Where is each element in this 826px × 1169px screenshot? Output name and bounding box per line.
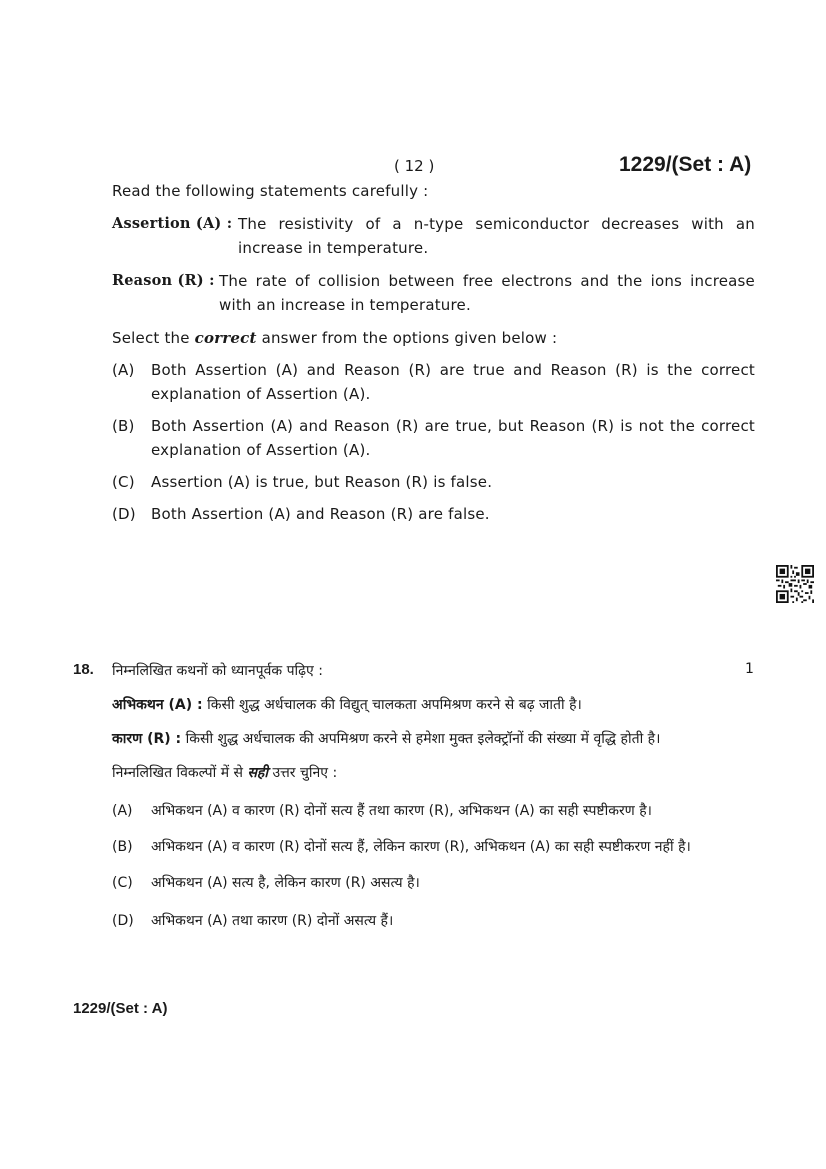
hindi-option-d — [112, 910, 755, 932]
english-reason — [112, 269, 755, 317]
option-letter: (B) — [112, 839, 133, 855]
hindi-assertion — [112, 694, 755, 716]
question-marks: 1 — [745, 661, 754, 677]
hindi-question — [112, 660, 755, 932]
qr-code-icon — [776, 565, 814, 603]
option-text: अभिकथन (A) व कारण (R) दोनों सत्य हैं, लेकिन कारण (R), अभिकथन (A) का सही स्पष्टीकरण नहीं है। — [151, 839, 691, 855]
hindi-option-c — [112, 872, 755, 894]
hindi-option-b — [112, 836, 755, 858]
english-option-a — [112, 358, 755, 406]
english-assertion — [112, 212, 755, 260]
option-text: अभिकथन (A) व कारण (R) दोनों सत्य हैं तथा कारण (R), अभिकथन (A) का सही स्पष्टीकरण है। — [151, 803, 652, 819]
option-text: Assertion (A) is true, but Reason (R) is false. — [151, 473, 493, 491]
page-number: ( 12 ) — [394, 157, 435, 175]
hindi-option-a — [112, 800, 755, 822]
option-text: Both Assertion (A) and Reason (R) are true and Reason (R) is the correct explanation of Assertion (A). — [151, 361, 755, 403]
hindi-reason-label: कारण (R) : — [112, 731, 182, 747]
hindi-reason-text: किसी शुद्ध अर्धचालक की अपमिश्रण करने से हमेशा मुक्त इलेक्ट्रॉनों की संख्या में वृद्धि होती है। — [185, 731, 661, 747]
paper-code-footer: 1229/(Set : A) — [73, 1000, 168, 1017]
paper-code-header: 1229/(Set : A) — [619, 153, 752, 176]
hindi-select-emphasis: सही — [247, 765, 268, 781]
question-number: 18. — [73, 661, 94, 678]
hindi-assertion-text: किसी शुद्ध अर्धचालक की विद्युत् चालकता अपमिश्रण करने से बढ़ जाती है। — [207, 697, 582, 713]
option-text: अभिकथन (A) सत्य है, लेकिन कारण (R) असत्य है। — [151, 875, 420, 891]
option-letter: (A) — [112, 361, 135, 379]
hindi-reason — [112, 728, 755, 750]
assertion-text: The resistivity of a n-type semiconductor decreases with an increase in temperature. — [238, 215, 755, 257]
hindi-select-instruction — [112, 762, 755, 784]
option-letter: (B) — [112, 417, 135, 435]
option-text: अभिकथन (A) तथा कारण (R) दोनों असत्य हैं। — [151, 913, 394, 929]
option-letter: (C) — [112, 473, 135, 491]
select-emphasis: correct — [194, 329, 257, 347]
option-letter: (D) — [112, 505, 136, 523]
hindi-intro: निम्नलिखित कथनों को ध्यानपूर्वक पढ़िए : — [112, 663, 323, 679]
english-option-c — [112, 470, 755, 494]
english-question — [112, 179, 755, 526]
english-select-instruction — [112, 326, 755, 350]
hindi-select-prefix: निम्नलिखित विकल्पों में से — [112, 765, 243, 781]
english-option-d — [112, 502, 755, 526]
assertion-label: Assertion (A) : — [112, 215, 233, 232]
option-letter: (A) — [112, 803, 133, 819]
reason-label: Reason (R) : — [112, 272, 215, 289]
option-text: Both Assertion (A) and Reason (R) are true, but Reason (R) is not the correct explanation of Assertion (A). — [151, 417, 755, 459]
reason-text: The rate of collision between free electrons and the ions increase with an increase in temperature. — [219, 272, 755, 314]
hindi-assertion-label: अभिकथन (A) : — [112, 697, 203, 713]
english-option-b — [112, 414, 755, 462]
hindi-select-suffix: उत्तर चुनिए : — [272, 765, 338, 781]
option-text: Both Assertion (A) and Reason (R) are false. — [151, 505, 490, 523]
option-letter: (C) — [112, 875, 133, 891]
select-prefix: Select the — [112, 329, 190, 347]
select-suffix: answer from the options given below : — [261, 329, 558, 347]
option-letter: (D) — [112, 913, 134, 929]
english-intro: Read the following statements carefully : — [112, 182, 429, 200]
